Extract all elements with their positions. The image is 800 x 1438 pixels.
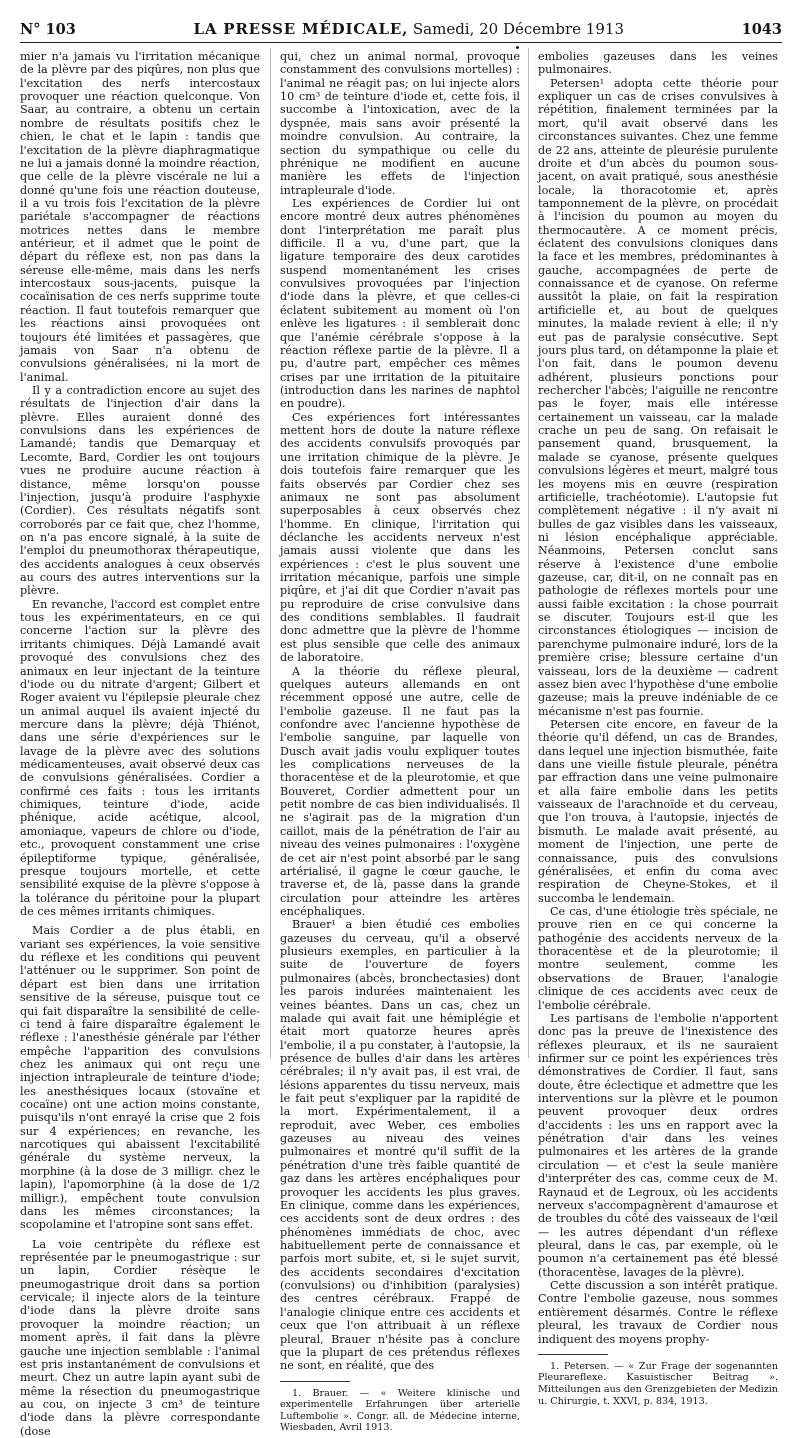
paragraph: embolies gazeuses dans les veines pulmonaires.	[538, 50, 778, 77]
column-1	[20, 50, 260, 1438]
paragraph: Les partisans de l'embolie n'apportent donc pas la preuve de l'inexistence des réflexes pleuraux, et ils ne sauraient infirmer sur ce point les expériences très démonstratives de Cordier. Il faut, sans doute, être éclectique et admettre que les interventions sur la plèvre et le poumon peuvent provoquer deux ordres d'accidents : les uns en rapport avec la pénétration d'air dans les veines pulmonaires et les artères de la grande circulation — et c'est la seule manière d'interpréter des cas, comme ceux de M. Raynaud et de Legroux, où les accidents nerveux s'accompagnèrent d'amaurose et de troubles du côté des vaisseaux de l'œil — les autres dépendant d'un réflexe pleural, dans le cas, par exemple, où le poumon n'a certainement pas été blessé (thoracentèse, lavages de la plèvre).	[538, 1011, 778, 1279]
issue-date: Samedi, 20 Décembre 1913	[412, 20, 624, 38]
footnote: 1. Petersen. — « Zur Frage der sogenannten Pleurareflexe. Kasuistischer Beitrag ». Mitteilungen aus den Grenzgebieten der Medizin u. Chirurgie, t. XXVI, p. 834, 1913.	[538, 1360, 778, 1407]
paragraph: Ce cas, d'une étiologie très spéciale, ne prouve rien en ce qui concerne la pathogénie des accidents nerveux de la thoracentèse et de la pleurotomie; il montre seulement, comme les observations de Brauer, l'analogie clinique de ces accidents avec ceux de l'embolie cérébrale.	[538, 905, 778, 1012]
footnote: 1. Brauer. — « Weitere klinische und experimentelle Erfahrungen über arterielle Luftembolie ». Congr. all. de Médecine interne, Wiesbaden, Avril 1913.	[280, 1387, 520, 1434]
paragraph: A la théorie du réflexe pleural, quelques auteurs allemands en ont récemment opposé une autre, celle de l'embolie gazeuse. Il ne faut pas la confondre avec l'ancienne hypothèse de l'embolie sanguine, par laquelle von Dusch avait jadis voulu expliquer toutes les complications nerveuses de la thoracentèse et de la pleurotomie, et que Bouveret, Cordier admettent pour un petit nombre de cas bien individualisés. Il ne s'agirait pas de la migration d'un caillot, mais de la pénétration de l'air au niveau des veines pulmonaires : l'oxygène de cet air n'est point absorbé par le sang artérialisé, il gagne le cœur gauche, le traverse et, de là, passe dans la grande circulation pour atteindre les artères encéphaliques.	[280, 664, 520, 918]
page-number: 1043	[741, 20, 782, 38]
paragraph: Ces expériences fort intéressantes mettent hors de doute la nature réflexe des accidents convulsifs provoqués par une irritation chimique de la plèvre. Je dois toutefois faire remarquer que les faits observés par Cordier chez ses animaux ne sont pas absolument superposables à ceux observés chez l'homme. En clinique, l'irritation qui déclanche les accidents nerveux n'est jamais aussi violente que dans les expériences : c'est le plus souvent une irritation mécanique, parfois une simple piqûre, et j'ai dit que Cordier n'avait pas pu reproduire de crise convulsive dans des conditions semblables. Il faudrait donc admettre que la plèvre de l'homme est plus sensible que celle des animaux de laboratoire.	[280, 410, 520, 665]
paragraph: La voie centripète du réflexe est représentée par le pneumogastrique : sur un lapin, Cordier résèque le pneumogastrique droit dans sa portion cervicale; il injecte alors de la teinture d'iode dans la plèvre droite sans provoquer la moindre réaction; un moment après, il fait dans la plèvre gauche une injection semblable : l'animal est pris instantanément de convulsions et meurt. Chez un autre lapin ayant subi de même la résection du pneumogastrique au cou, on injecte 3 cm³ de teinture d'iode dans la plèvre correspondante (dose	[20, 1237, 260, 1438]
paragraph: qui, chez un animal normal, provoque constamment des convulsions mortelles) : l'animal ne réagit pas; on lui injecte alors 10 cm³ de teinture d'iode et, cette fois, il succombe à l'intoxication, avec de la dyspnée, mais sans avoir présenté la moindre convulsion. Au contraire, la section du sympathique ou celle du phrénique ne modifient en aucune manière les effets de l'injection intrapleurale d'iode.	[280, 50, 520, 197]
column-divider	[270, 48, 271, 1058]
paragraph: Petersen cite encore, en faveur de la théorie qu'il défend, un cas de Brandes, dans lequel une injection bismuthée, faite dans une vieille fistule pleurale, pénétra par effraction dans une veine pulmonaire et alla faire embolie dans les petits vaisseaux de l'arachnoïde et du cerveau, que l'on trouva, à l'autopsie, injectés de bismuth. Le malade avait présenté, au moment de l'injection, une perte de connaissance, puis des convulsions généralisées, et enfin du coma avec respiration de Cheyne-Stokes, et il succomba le lendemain.	[538, 717, 778, 905]
paragraph: En revanche, l'accord est complet entre tous les expérimentateurs, en ce qui concerne l'action sur la plèvre des irritants chimiques. Déjà Lamandé avait provoqué des convulsions chez des animaux en leur injectant de la teinture d'iode ou du nitrate d'argent; Gilbert et Roger avaient vu l'épilepsie pleurale chez un animal auquel ils avaient injecté du mercure dans la plèvre; déjà Thiénot, dans une série d'expériences sur le lavage de la plèvre avec des solutions médicamenteuses, avait observé deux cas de convulsions généralisées. Cordier a confirmé ces faits : tous les irritants chimiques, teinture d'iode, acide phénique, acide acétique, alcool, amoniaque, vapeurs de chlore ou d'iode, etc., provoquent constamment une crise épileptiforme typique, généralisée, presque toujours mortelle, et cette sensibilité exquise de la plèvre s'oppose à la tolérance du péritoine pour la plupart de ces mêmes irritants chimiques.	[20, 597, 260, 918]
paragraph: Il y a contradiction encore au sujet des résultats de l'injection d'air dans la plèvre. Elles auraient donné des convulsions dans les expériences de Lamandé; tandis que Demarquay et Lecomte, Bard, Cordier les ont toujours vues ne produire aucune réaction à distance, même lorsqu'on pousse l'injection, jusqu'à produire l'asphyxie (Cordier). Ces résultats négatifs sont corroborés par ce fait que, chez l'homme, on n'a pas encore signalé, à la suite de l'emploi du pneumothorax thérapeutique, des accidents analogues à ceux observés au cours des autres interventions sur la plèvre.	[20, 383, 260, 598]
ornament-dot	[516, 46, 519, 49]
paragraph: mier n'a jamais vu l'irritation mécanique de la plèvre par des piqûres, non plus que l'excitation des nerfs intercostaux provoquer une réaction quelconque. Von Saar, au contraire, a obtenu un certain nombre de résultats positifs chez le chien, le chat et le lapin : tandis que l'excitation de la plèvre diaphragmatique ne lui a jamais donné la moindre réaction, que celle de la plèvre viscérale ne lui a donné qu'une fois une réaction douteuse, il a vu trois fois l'excitation de la plèvre pariétale s'accompagner de réactions motrices nettes dans le membre antérieur, et il admet que le point de départ du réflexe est, non pas dans la séreuse elle-même, mais dans les nerfs intercostaux sous-jacents, puisque la cocaïnisation de ces nerfs supprime toute réaction. Il faut toutefois remarquer que les réactions ainsi provoquées ont toujours été limitées et passagères, que jamais von Saar n'a obtenu de convulsions généralisées, ni la mort de l'animal.	[20, 50, 260, 384]
paragraph: Mais Cordier a de plus établi, en variant ses expériences, la voie sensitive du réflexe et les conditions qui peuvent l'atténuer ou le supprimer. Son point de départ est bien dans une irritation sensitive de la séreuse, puisque tout ce qui fait disparaître la sensibilité de celle-ci tend à faire disparaître également le réflexe : l'anesthésie générale par l'éther empêche l'apparition des convulsions chez les animaux qui ont reçu une injection intrapleurale de teinture d'iode; les anesthésiques locaux (stovaïne et cocaïne) ont une action moins constante, puisqu'ils n'ont enrayé la crise que 2 fois sur 4 expériences; en revanche, les narcotiques qui abaissent l'excitabilité générale du système nerveux, la morphine (à la dose de 3 milligr. chez le lapin), l'apomorphine (à la dose de 1/2 milligr.), empêchent toute convulsion dans les mêmes circonstances; la scopolamine et l'atropine sont sans effet.	[20, 924, 260, 1232]
paragraph: Brauer¹ a bien étudié ces embolies gazeuses du cerveau, qu'il a observé plusieurs exemples, en particulier à la suite de l'ouverture de foyers pulmonaires (abcès, bronchectasies) dont les parois indurées maintenaient les veines béantes. Dans un cas, chez un malade qui avait fait une hémiplégie et était mort quatorze heures après l'embolie, il a pu constater, à l'autopsie, la présence de bulles d'air dans les artères cérébrales; il n'y avait pas, il est vrai, de lésions apparentes du tissu nerveux, mais le fait peut s'expliquer par la rapidité de la mort. Expérimentalement, il a reproduit, avec Weber, ces embolies gazeuses au niveau des veines pulmonaires et montré qu'il suffit de la pénétration d'une très faible quantité de gaz dans les artères encéphaliques pour provoquer les accidents les plus graves. En clinique, comme dans les expériences, ces accidents sont de deux ordres : des phénomènes immédiats de choc, avec habituellement perte de connaissance et parfois mort subite, et, si le sujet survit, des accidents secondaires d'excitation (convulsions) ou d'inhibition (paralysies) des centres cérébraux. Frappé de l'analogie clinique entre ces accidents et ceux que l'on attribuait à un réflexe pleural, Brauer n'hésite pas à conclure que la plupart de ces prétendus réflexes ne sont, en réalité, que des	[280, 918, 520, 1373]
column-divider	[528, 48, 529, 1058]
footnote-rule	[538, 1354, 608, 1355]
header-rule	[20, 42, 782, 43]
journal-title: LA PRESSE MÉDICALE,	[193, 20, 409, 38]
paragraph: Les expériences de Cordier lui ont encore montré deux autres phénomènes dont l'interprétation me paraît plus difficile. Il a vu, d'une part, que la ligature temporaire des deux carotides suspend momentanément les crises convulsives provoquées par l'injection d'iode dans la plèvre, et que celles-ci éclatent subitement au moment où l'on enlève les ligatures : il semblerait donc que l'anémie cérébrale s'oppose à la réaction réflexe partie de la plèvre. Il a pu, d'autre part, empêcher ces mêmes crises par une irritation de la pituitaire (introduction dans les narines de naphtol en poudre).	[280, 196, 520, 411]
masthead	[193, 20, 624, 38]
column-3	[538, 50, 778, 1407]
page-header	[20, 12, 782, 46]
footnote-rule	[280, 1381, 350, 1382]
issue-number: N° 103	[20, 20, 76, 38]
paragraph: Cette discussion a son intérêt pratique. Contre l'embolie gazeuse, nous sommes entièrement désarmés. Contre le réflexe pleural, les travaux de Cordier nous indiquent des moyens prophy-	[538, 1279, 778, 1346]
paragraph: Petersen¹ adopta cette théorie pour expliquer un cas de crises convulsives à répétition, finalement terminées par la mort, qu'il avait observé dans les circonstances suivantes. Chez une femme de 22 ans, atteinte de pleurésie purulente droite et d'un abcès du poumon sous-jacent, on avait pratiqué, sous anesthésie locale, la thoracotomie et, après tamponnement de la plèvre, on procédait à l'incision du poumon au moyen du thermocautère. A ce moment précis, éclatent des convulsions cloniques dans la face et les membres, prédominantes à gauche, accompagnées de perte de connaissance et de cyanose. On referme aussitôt la plaie, on fait la respiration artificielle et, au bout de quelques minutes, la malade revient à elle; il n'y eut pas de paralysie consécutive. Sept jours plus tard, on détamponne la plaie et l'on fait, dans le poumon devenu adhérent, plusieurs ponctions pour rechercher l'abcès; l'aiguille ne rencontre pas le foyer, mais elle intéresse certainement un vaisseau, car la malade crache un peu de sang. On refaisait le pansement quand, brusquement, la malade se cyanose, présente quelques convulsions légères et meurt, malgré tous les moyens mis en œuvre (respiration artificielle, trachéotomie). L'autopsie fut complètement négative : il n'y avait ni bulles de gaz visibles dans les vaisseaux, ni lésion encéphalique appréciable. Néanmoins, Petersen conclut sans réserve à l'existence d'une embolie gazeuse, car, dit-il, on ne connaît pas en pathologie de réflexes mortels pour une aussi faible excitation : la chose pourrait se discuter. Toujours est-il que les circonstances étiologiques — incision de parenchyme pulmonaire induré, lors de la première crise; blessure certaine d'un vaisseau, lors de la deuxième — cadrent assez bien avec l'hypothèse d'une embolie gazeuse; mais la preuve indéniable de ce mécanisme n'est pas fournie.	[538, 76, 778, 718]
column-2	[280, 50, 520, 1434]
